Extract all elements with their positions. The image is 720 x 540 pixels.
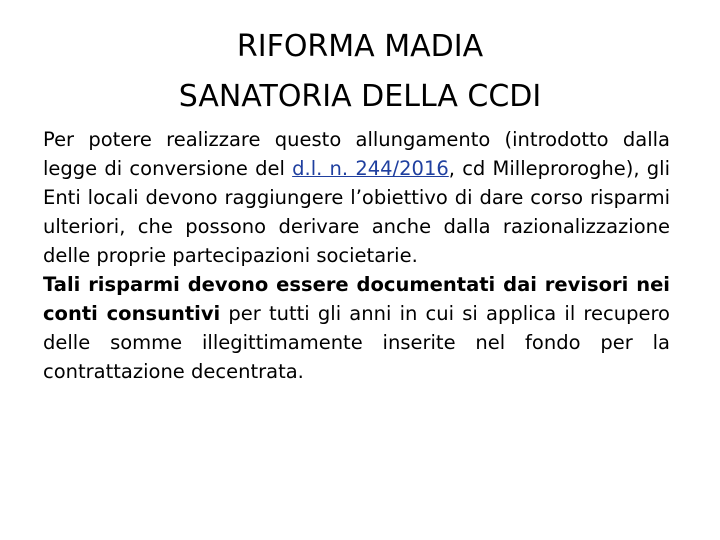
title-line-2: SANATORIA DELLA CCDI	[178, 79, 542, 114]
paragraph-2-text: per tutti gli anni in cui si applica il recupero delle somme illegittimamente inserite nel fondo per la contrattazione decentrata.	[43, 302, 670, 383]
decree-link[interactable]: d.l. n. 244/2016	[292, 157, 449, 180]
paragraph-1-text-end: , cd Milleproroghe), gli Enti locali devono raggiungere l’obiettivo di dare corso risparmi ulteriori, che possono derivare anche dalla razionalizzazione delle proprie partecipazioni societarie.	[43, 157, 671, 267]
title-line-1: RIFORMA MADIA	[236, 29, 484, 64]
slide-body	[43, 125, 670, 386]
slide-title	[0, 22, 720, 122]
paragraph-2	[43, 270, 670, 386]
paragraph-2-bold-text: Tali risparmi devono essere documentati dai revisori nei conti consuntivi	[43, 273, 670, 325]
paragraph-1-text-start: Per potere realizzare questo allungamento (introdotto dalla legge di conversione del	[43, 128, 670, 180]
paragraph-1	[43, 125, 670, 270]
